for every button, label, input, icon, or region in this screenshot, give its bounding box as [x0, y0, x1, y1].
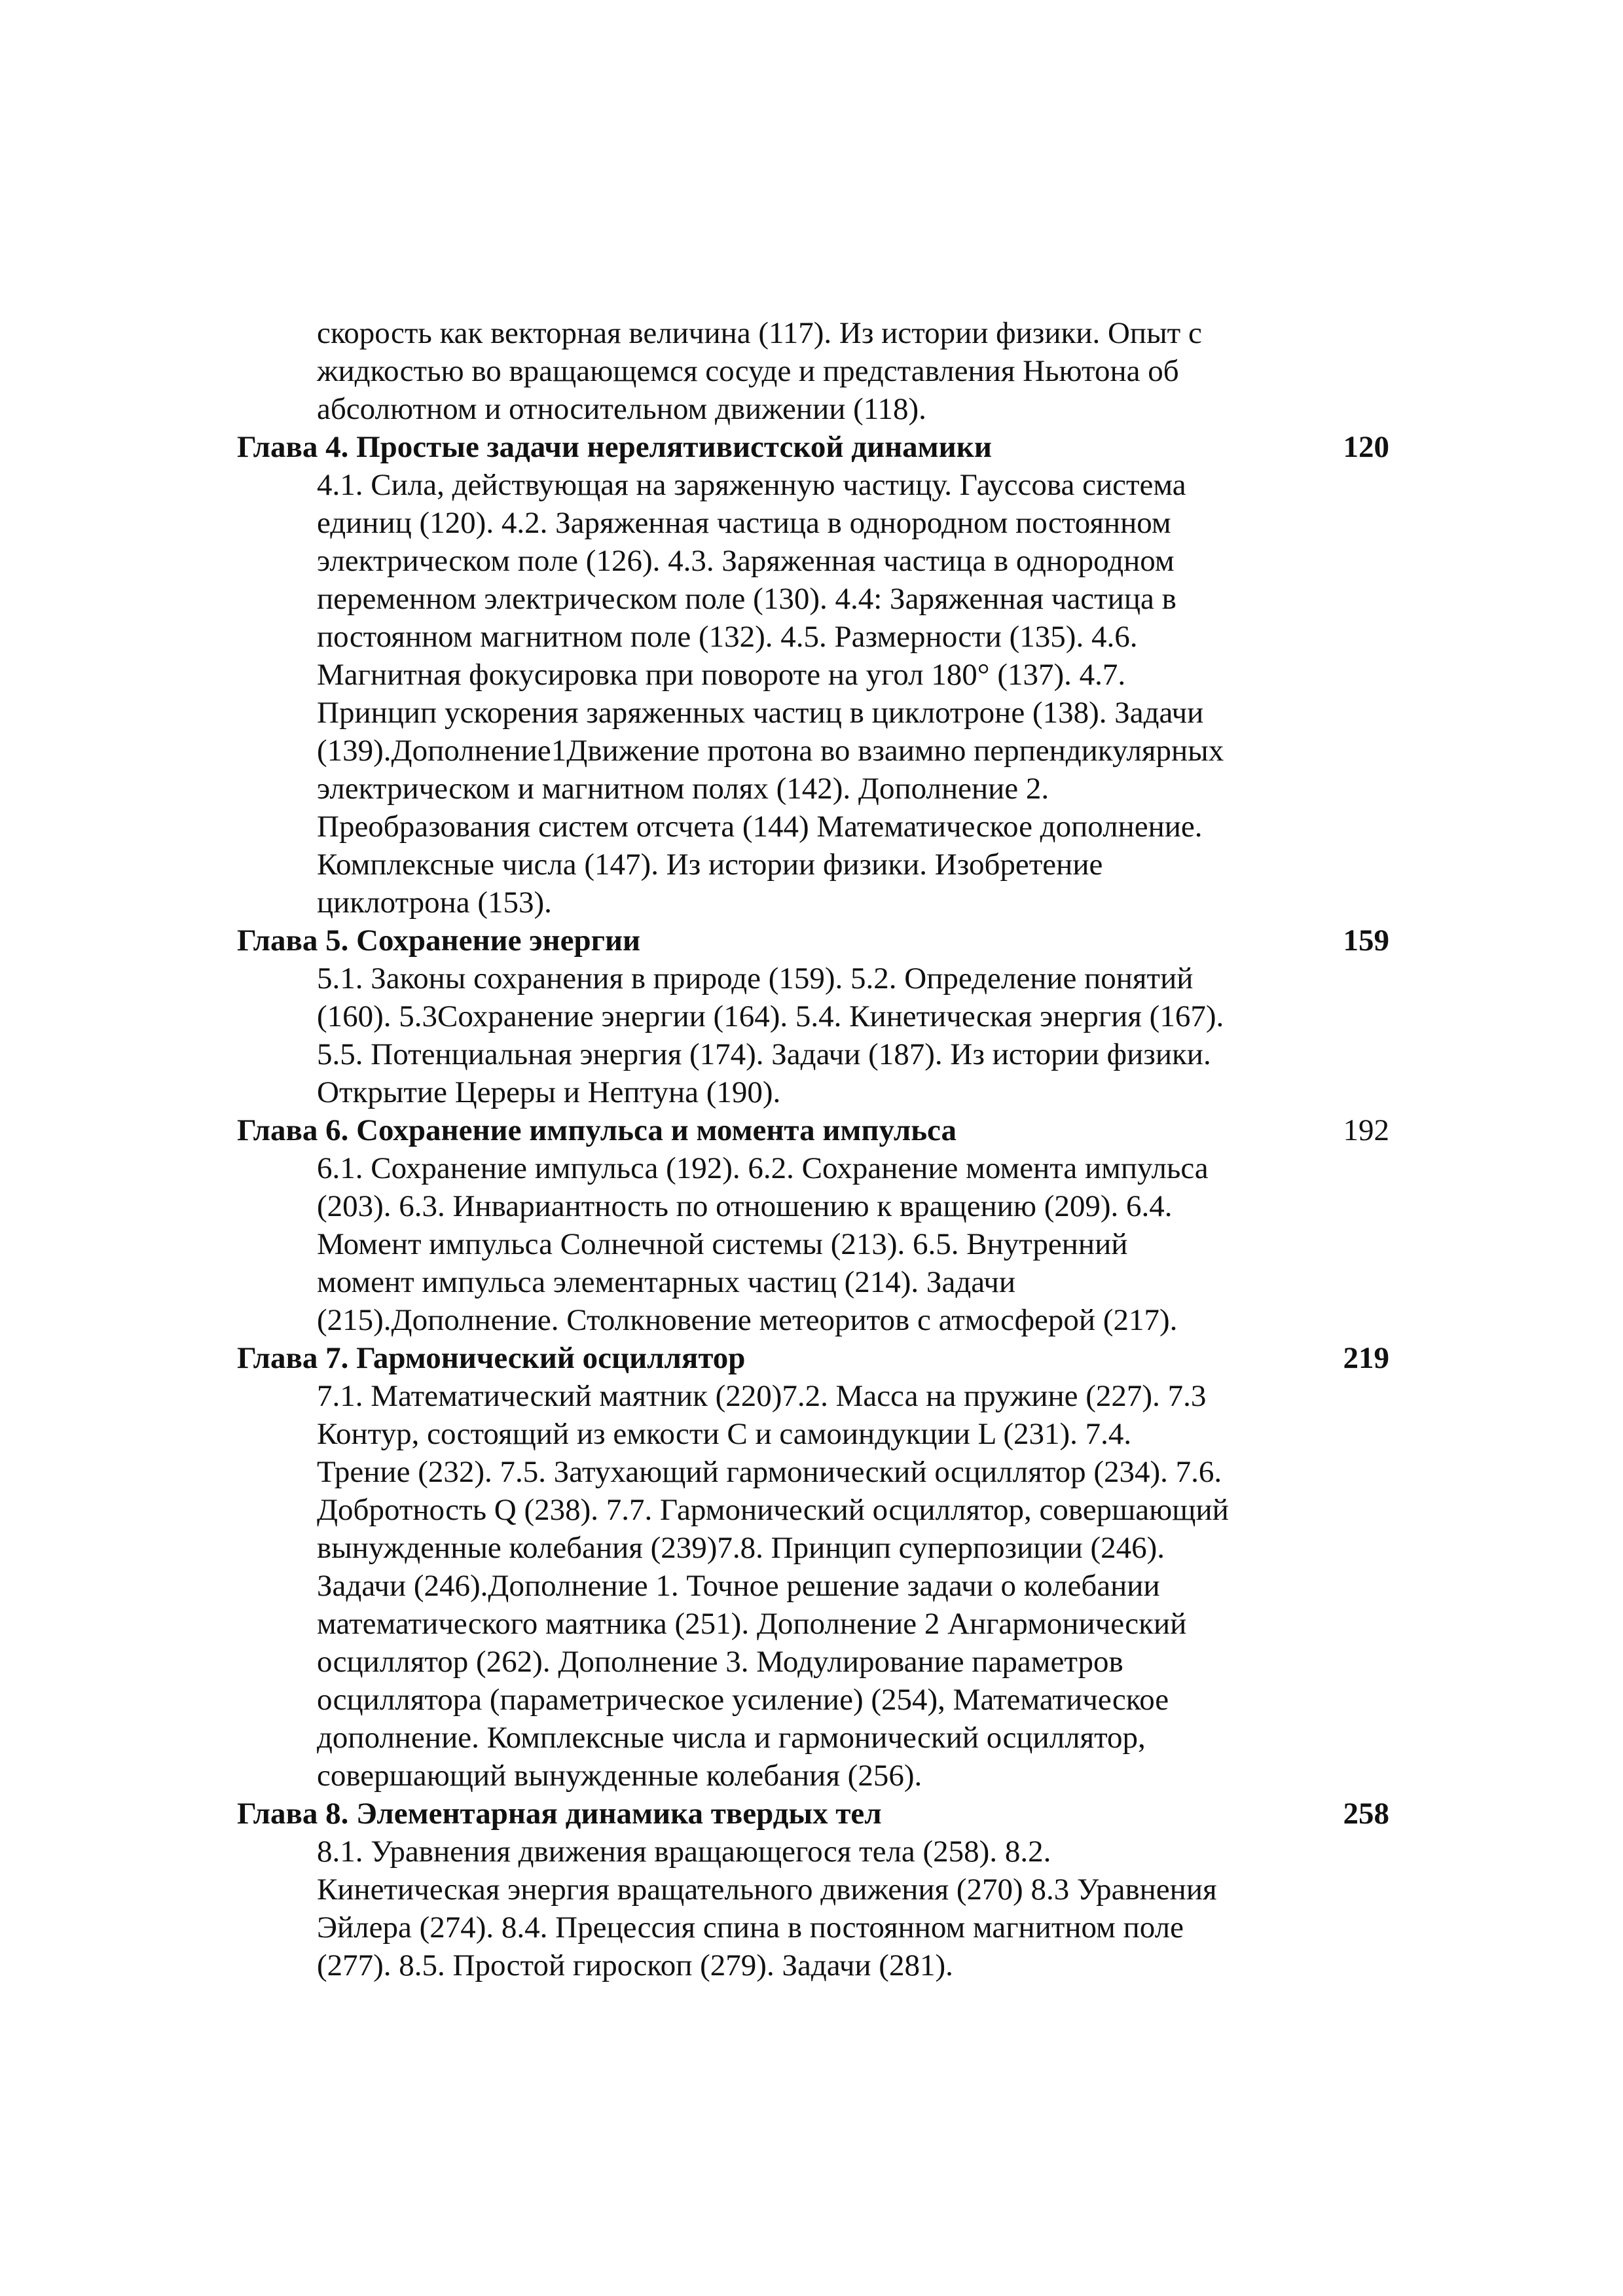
chapter-page-number: 219 — [1343, 1341, 1389, 1375]
toc-text-line: осциллятора (параметрическое усиление) (254), Математическое — [317, 1683, 1169, 1717]
toc-text-line: Преобразования систем отсчета (144) Математическое дополнение. — [317, 810, 1203, 844]
toc-text-line: осциллятор (262). Дополнение 3. Модулирование параметров — [317, 1645, 1123, 1679]
chapter-title: Глава 7. Гармонический осциллятор — [237, 1341, 746, 1375]
toc-text-line: 7.1. Математический маятник (220)7.2. Масса на пружине (227). 7.3 — [317, 1379, 1207, 1413]
toc-text-line: Контур, состоящий из емкости C и самоиндукции L (231). 7.4. — [317, 1417, 1132, 1451]
toc-text-line: математического маятника (251). Дополнение 2 Ангармонический — [317, 1607, 1187, 1641]
toc-text-line: электрическом поле (126). 4.3. Заряженная частица в однородном — [317, 544, 1175, 578]
table-of-contents — [237, 314, 1389, 1984]
toc-text-line: 8.1. Уравнения движения вращающегося тела (258). 8.2. — [317, 1835, 1051, 1869]
toc-text-line: Момент импульса Солнечной системы (213). 6.5. Внутренний — [317, 1227, 1128, 1261]
chapter-page-number: 258 — [1343, 1797, 1389, 1831]
toc-text-line: (277). 8.5. Простой гироскоп (279). Задачи (281). — [317, 1948, 953, 1982]
toc-text-line: момент импульса элементарных частиц (214). Задачи — [317, 1265, 1016, 1299]
chapter-heading — [237, 1111, 1389, 1149]
chapter-title: Глава 4. Простые задачи нерелятивистской динамики — [237, 430, 992, 464]
toc-text-line: 5.5. Потенциальная энергия (174). Задачи (187). Из истории физики. — [317, 1037, 1211, 1071]
chapter-title: Глава 6. Сохранение импульса и момента импульса — [237, 1113, 957, 1147]
chapter-page-number: 120 — [1343, 430, 1389, 464]
toc-text-line: совершающий вынужденные колебания (256). — [317, 1759, 922, 1793]
toc-text-line: абсолютном и относительном движении (118). — [317, 392, 926, 426]
toc-text-line: Задачи (246).Дополнение 1. Точное решение задачи о колебании — [317, 1569, 1160, 1603]
toc-text-line: скорость как векторная величина (117). Из истории физики. Опыт с — [317, 316, 1202, 350]
toc-text-line: (160). 5.3Сохранение энергии (164). 5.4. Кинетическая энергия (167). — [317, 999, 1224, 1033]
toc-text-line: переменном электрическом поле (130). 4.4: Заряженная частица в — [317, 582, 1176, 616]
toc-text-line: вынужденные колебания (239)7.8. Принцип суперпозиции (246). — [317, 1531, 1165, 1565]
chapter-title: Глава 5. Сохранение энергии — [237, 924, 641, 958]
toc-text-line: дополнение. Комплексные числа и гармонический осциллятор, — [317, 1721, 1146, 1755]
toc-text-line: постоянном магнитном поле (132). 4.5. Размерности (135). 4.6. — [317, 620, 1138, 654]
toc-text-line: единиц (120). 4.2. Заряженная частица в однородном постоянном — [317, 506, 1171, 540]
toc-text-line: (203). 6.3. Инвариантность по отношению к вращению (209). 6.4. — [317, 1189, 1173, 1223]
chapter-heading — [237, 1339, 1389, 1377]
toc-text-line: Принцип ускорения заряженных частиц в циклотроне (138). Задачи — [317, 696, 1204, 730]
toc-text-line: Открытие Цереры и Нептуна (190). — [317, 1075, 781, 1109]
chapter-heading — [237, 922, 1389, 960]
chapter-heading — [237, 1795, 1389, 1833]
toc-text-line: циклотрона (153). — [317, 886, 552, 920]
chapter-heading — [237, 428, 1389, 466]
toc-text-line: Добротность Q (238). 7.7. Гармонический осциллятор, совершающий — [317, 1493, 1229, 1527]
toc-text-line: 6.1. Сохранение импульса (192). 6.2. Сохранение момента импульса — [317, 1151, 1209, 1185]
toc-text-line: электрическом и магнитном полях (142). Дополнение 2. — [317, 772, 1049, 806]
toc-text-line: жидкостью во вращающемся сосуде и представления Ньютона об — [317, 354, 1179, 388]
toc-text-line: 5.1. Законы сохранения в природе (159). 5.2. Определение понятий — [317, 961, 1194, 996]
chapter-page-number: 159 — [1343, 924, 1389, 958]
toc-text-line: Комплексные числа (147). Из истории физики. Изобретение — [317, 848, 1103, 882]
toc-text-line: Эйлера (274). 8.4. Прецессия спина в постоянном магнитном поле — [317, 1910, 1184, 1945]
toc-text-line: (215).Дополнение. Столкновение метеоритов с атмосферой (217). — [317, 1303, 1178, 1337]
toc-text-line: (139).Дополнение1Движение протона во взаимно перпендикулярных — [317, 734, 1224, 768]
toc-text-line: Кинетическая энергия вращательного движения (270) 8.3 Уравнения — [317, 1873, 1217, 1907]
toc-text-line: 4.1. Сила, действующая на заряженную частицу. Гауссова система — [317, 468, 1186, 502]
chapter-page-number: 192 — [1343, 1113, 1389, 1147]
chapter-title: Глава 8. Элементарная динамика твердых тел — [237, 1797, 882, 1831]
toc-text-line: Магнитная фокусировка при повороте на угол 180° (137). 4.7. — [317, 658, 1126, 692]
toc-text-line: Трение (232). 7.5. Затухающий гармонический осциллятор (234). 7.6. — [317, 1455, 1222, 1489]
